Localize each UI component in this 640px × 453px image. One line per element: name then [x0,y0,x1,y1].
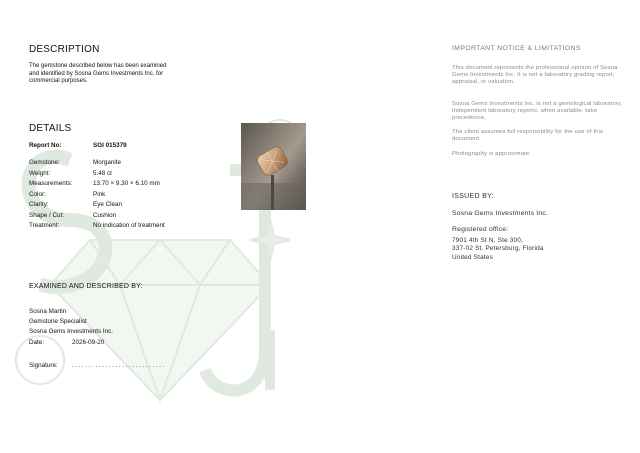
examiner-company: Sosna Gems Investments Inc. [29,328,113,336]
signature-line: ............................ [72,362,166,369]
address-line-1: 7901 4th St N, Ste 300, [452,237,524,244]
date-value: 2026-09-20 [72,338,105,346]
examiner-role: Gemstone Specialist [29,318,87,326]
date-label: Date: [29,338,45,346]
details-title: DETAILS [29,123,72,134]
registered-office-label: Registered office: [452,226,509,233]
issued-by-title: ISSUED BY: [452,193,494,200]
detail-label: Color: [29,190,46,198]
gemstone-photo [241,123,306,210]
notice-paragraph-2: Sosna Gems Investments Inc. is not a gemological laboratory. Independent laboratory reports, when available, take precedence. [452,101,623,122]
issued-by-company: Sosna Gems Investments Inc. [452,210,549,217]
detail-label: Weight: [29,169,51,177]
examined-title: EXAMINED AND DESCRIBED BY: [29,283,143,290]
signature-label: Signature: [29,362,58,369]
examiner-name: Sosna Martin [29,308,67,315]
notice-paragraph-4: Photography is approximate. [452,151,532,157]
detail-value: Eye Clean [93,201,123,208]
detail-label: Shape / Cut: [29,211,65,219]
examiner-block [29,307,113,348]
notice-title: IMPORTANT NOTICE & LIMITATIONS [452,45,581,52]
detail-row-clarity [29,200,165,211]
detail-value: 5.48 ct [93,169,112,177]
description-text: The gemstone described below has been examined and identified by Sosna Gems Investments Inc. for commercial purposes. [29,63,167,84]
detail-row-treatment [29,221,165,232]
detail-row-color [29,190,165,201]
description-title: DESCRIPTION [29,44,100,55]
detail-value: No indication of treatment [93,222,165,229]
detail-row-gemstone [29,158,165,169]
detail-label: Measurements: [29,180,73,187]
detail-label: Treatment: [29,222,60,229]
report-number-label: Report No: [29,142,62,149]
registered-address [452,237,544,262]
detail-value: Cushion [93,211,117,219]
address-line-2: 337-02 St. Petersburg, Florida [452,245,544,253]
detail-label: Gemstone: [29,159,60,166]
detail-row-measurements [29,179,165,190]
signature-row [29,362,166,369]
date-row [29,338,113,348]
detail-row-weight [29,169,165,180]
report-number-value: SGI 015379 [93,142,127,149]
detail-row-shape [29,211,165,222]
address-line-3: United States [452,253,493,261]
notice-paragraph-1: This document represents the professional opinion of Sosna Gems Investments Inc. It is not a laboratory grading report, appraisal, or valuation. [452,65,618,86]
detail-label: Clarity: [29,201,49,208]
details-table [29,158,165,232]
detail-value: Morganite [93,159,122,166]
detail-value: 13.70 × 9.30 × 6.10 mm [93,180,160,187]
notice-paragraph-3: The client assumes full responsibility for the use of this document. [452,129,604,143]
detail-value: Pink [93,190,106,198]
